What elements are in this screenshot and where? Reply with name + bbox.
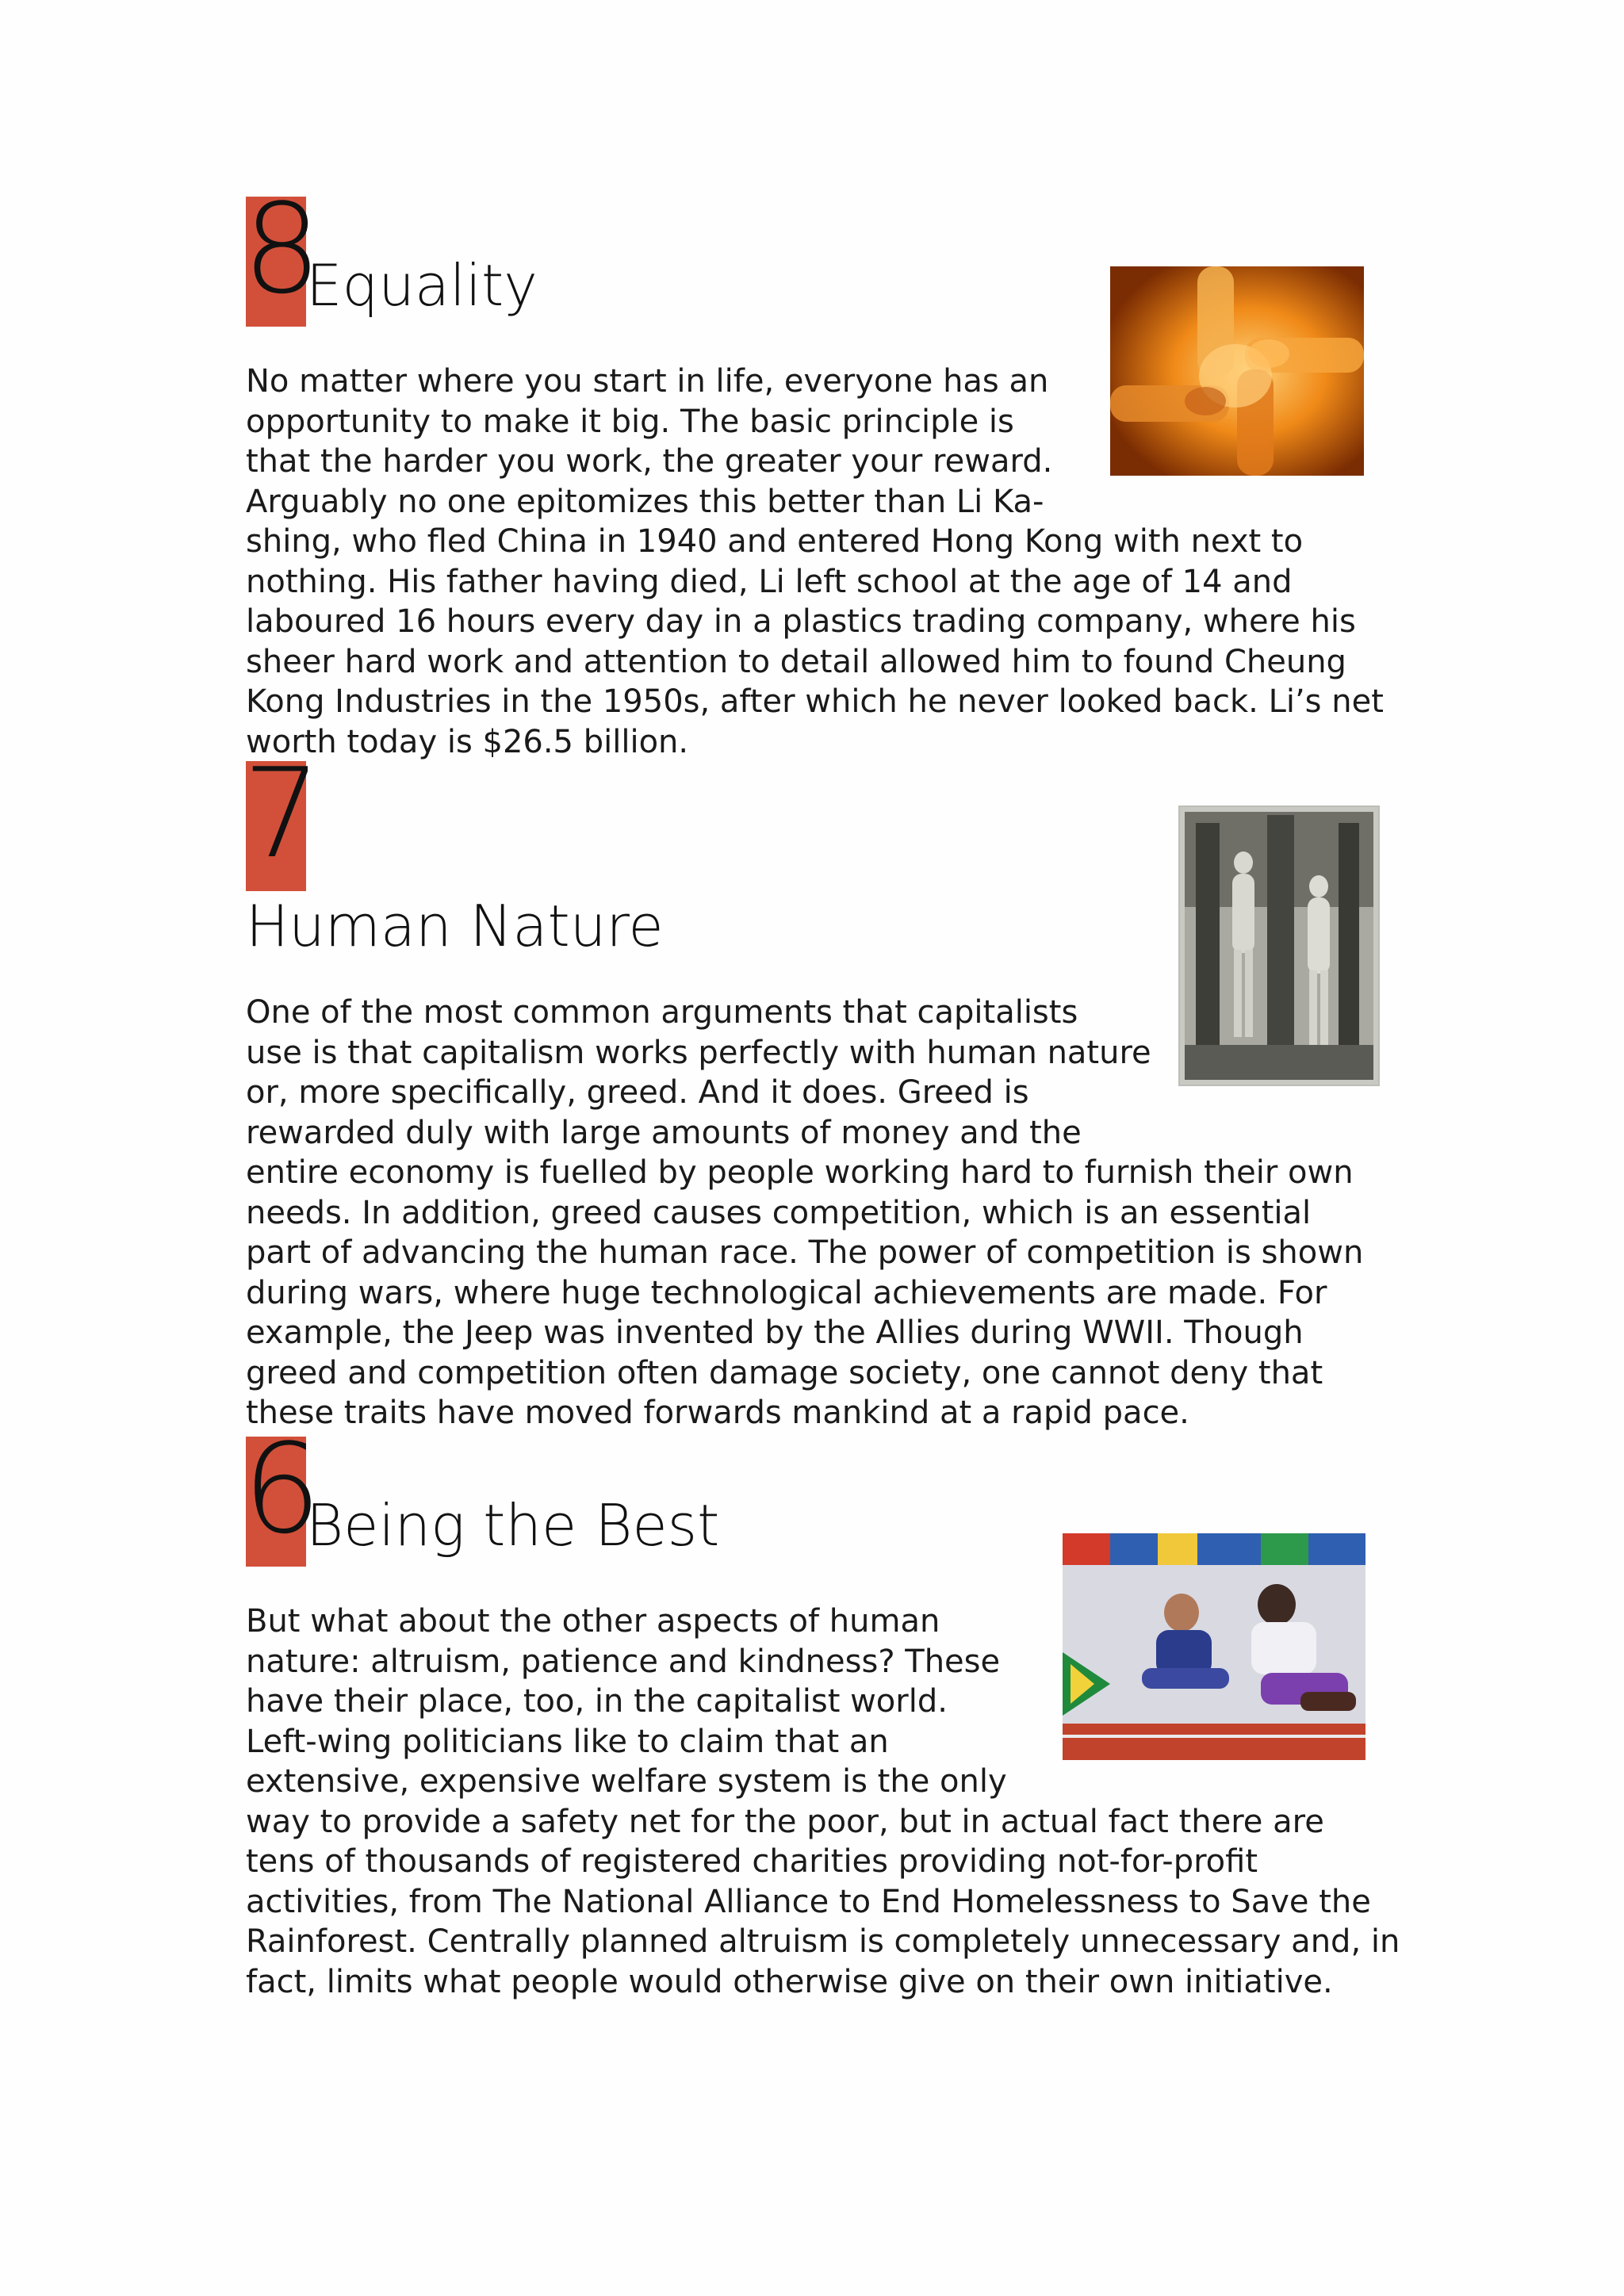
body-line: greed and competition often damage society, one cannot deny that [246, 1354, 1323, 1391]
section-number: 7 [243, 741, 319, 886]
body-line: Arguably no one epitomizes this better than Li Ka- [246, 483, 1044, 520]
body-line: fact, limits what people would otherwise give on their own initiative. [246, 1963, 1333, 2000]
body-line: during wars, where huge technological achievements are made. For [246, 1274, 1327, 1311]
body-line: sheer hard work and attention to detail allowed him to found Cheung [246, 643, 1346, 680]
body-line: But what about the other aspects of human [246, 1603, 940, 1640]
body-line: part of advancing the human race. The power of competition is shown [246, 1234, 1364, 1271]
body-line: worth today is $26.5 billion. [246, 723, 689, 760]
body-line: shing, who fled China in 1940 and entered Hong Kong with next to [246, 523, 1304, 560]
body-line: these traits have moved forwards mankind at a rapid pace. [246, 1395, 1189, 1431]
body-line: or, more specifically, greed. And it does. Greed is [246, 1074, 1029, 1111]
body-line: Kong Industries in the 1950s, after which he never looked back. Li’s net [246, 683, 1384, 720]
section-number: 6 [243, 1417, 319, 1561]
body-line: needs. In addition, greed causes competition, which is an essential [246, 1194, 1312, 1231]
body-line: Left-wing politicians like to claim that an [246, 1723, 889, 1760]
section-number: 8 [243, 177, 319, 321]
body-line: opportunity to make it big. The basic principle is [246, 403, 1014, 440]
body-line: tens of thousands of registered charities providing not-for-profit [246, 1843, 1258, 1880]
section-number-box [243, 177, 319, 327]
section-title: Human Nature [246, 893, 664, 959]
section-body [246, 362, 1384, 762]
section-title: Equality [306, 252, 538, 319]
body-line: way to provide a safety net for the poor, but in actual fact there are [246, 1803, 1324, 1840]
body-line: laboured 16 hours every day in a plastics trading company, where his [246, 603, 1356, 640]
body-line: example, the Jeep was invented by the Allies during WWII. Though [246, 1314, 1304, 1351]
section-equality [243, 177, 1388, 767]
section-being-the-best [243, 1417, 1400, 2071]
body-line: One of the most common arguments that capitalists [246, 994, 1078, 1031]
body-line: rewarded duly with large amounts of money and the [246, 1114, 1082, 1151]
body-line: Rainforest. Centrally planned altruism is completely unnecessary and, in [246, 1923, 1400, 1960]
body-line: No matter where you start in life, everyone has an [246, 363, 1049, 400]
body-line: nature: altruism, patience and kindness? These [246, 1643, 1001, 1680]
body-line: use is that capitalism works perfectly with human nature [246, 1034, 1151, 1071]
body-line: extensive, expensive welfare system is the only [246, 1763, 1007, 1800]
section-body [246, 993, 1363, 1433]
body-line: have their place, too, in the capitalist world. [246, 1683, 948, 1720]
body-line: entire economy is fuelled by people working hard to furnish their own [246, 1154, 1354, 1191]
section-number-box [243, 741, 319, 891]
section-number-box [243, 1417, 319, 1567]
section-title: Being the Best [306, 1492, 720, 1559]
body-line: that the harder you work, the greater your reward. [246, 443, 1053, 480]
body-line: activities, from The National Alliance to End Homelessness to Save the [246, 1883, 1371, 1920]
section-body [246, 1601, 1400, 2002]
body-line: nothing. His father having died, Li left school at the age of 14 and [246, 563, 1293, 600]
